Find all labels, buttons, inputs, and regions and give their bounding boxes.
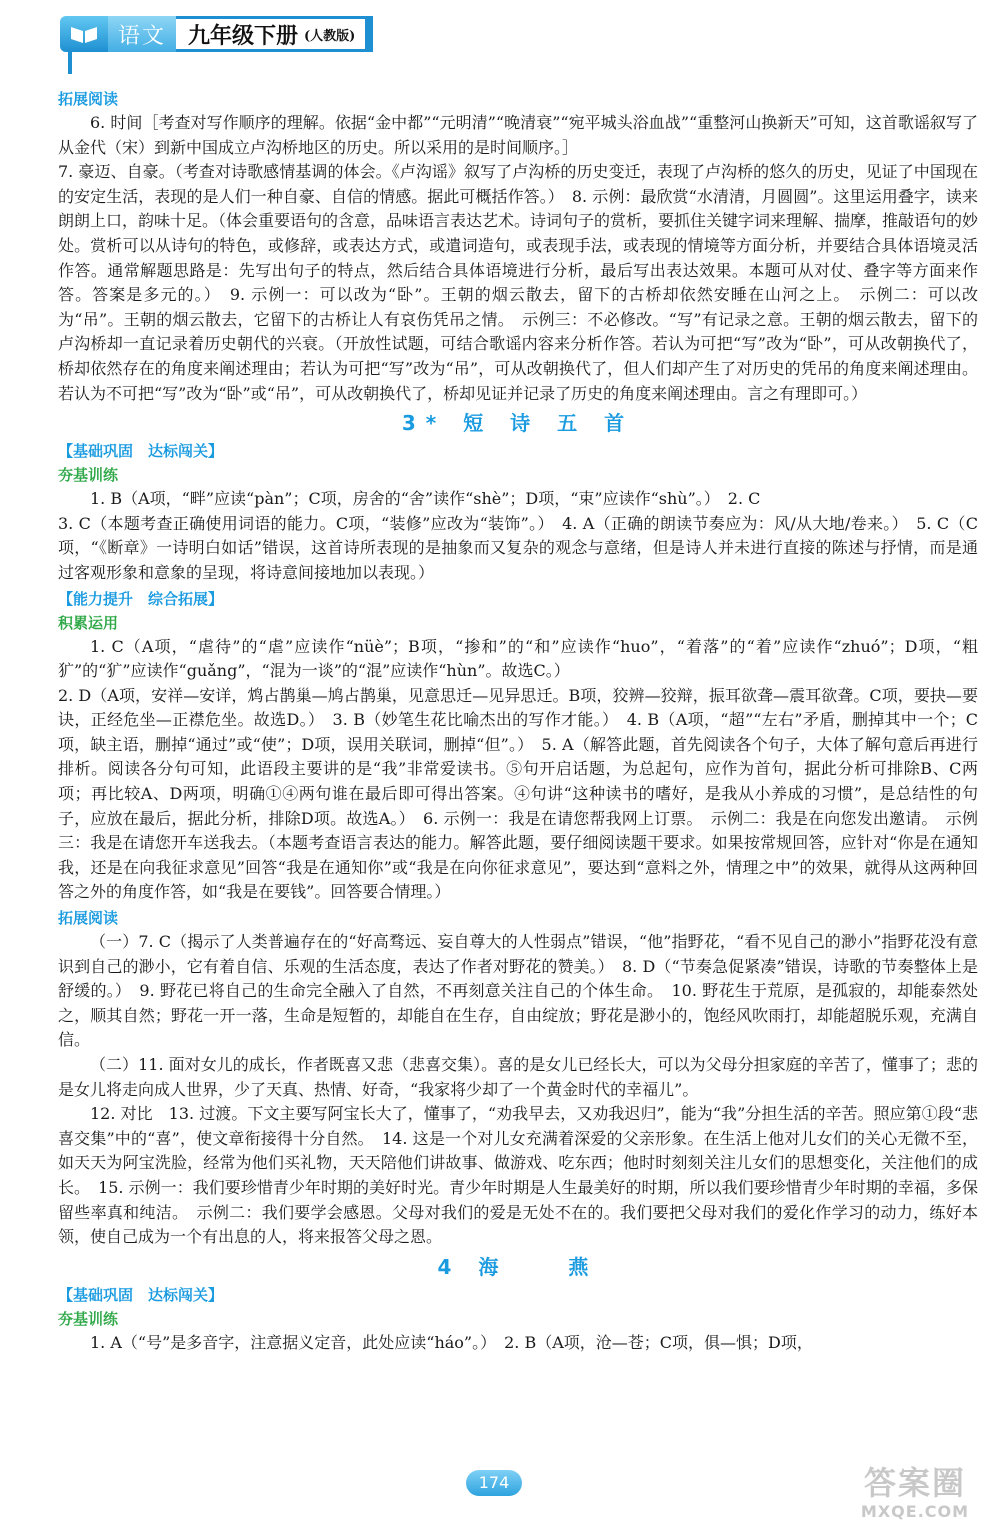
answer-paragraph: 3. C（本题考查正确使用词语的能力。C项，“装修”应改为“装饰”。） 4. A（正确的朗读节奏应为：风/从大地/卷来。） 5. C（C项，“《断章》一诗明白如话”错误，这首诗所表现的是抽象而又复杂的观念与意绪，但是诗人并未进行直接的陈述与抒情，而是通过客观形象和意象的呈现，将诗意间接地加以表现。） bbox=[58, 513, 978, 582]
book-icon-glyph bbox=[69, 23, 99, 45]
answer-paragraph: 7. 豪迈、自豪。（考查对诗歌感情基调的体会。《卢沟谣》叙写了卢沟桥的历史变迁，表现了卢沟桥的悠久的历史，见证了中国现在的安定生活，表现的是人们一种自豪、自信的情感。据此可概括作答。） 8. 示例：最欣赏“水清清，月圆圆”。这里运用叠字，读来朗朗上口，韵味十足。（体会重要语句的含意，品味语言表达艺术。诗词句子的赏析，要抓住关键字词来理解、揣摩，推敲语句的妙处。赏析可以从诗句的特色，或修辞，或表达方式，或遣词造句，或表现手法，或表现的情境等方面分析，并要结合具体语境灵活作答。通常解题思路是：先写出句子的特点，然后结合具体语境进行分析，最后写出表达效果。本题可从对仗、叠字等方面来作答。答案是多元的。） 9. 示例一：可以改为“卧”。王朝的烟云散去，留下的古桥却依然安睡在山河之上。 示例二：可以改为“吊”。王朝的烟云散去，它留下的古桥让人有哀伤凭吊之情。 示例三：不必修改。“写”有记录之意。王朝的烟云散去，留下的卢沟桥却一直记录着历史朝代的兴衰。（开放性试题，可结合歌谣内容来分析作答。若认为可把“写”改为“卧”，可从改朝换代了，桥却依然存在的角度来阐述理由；若认为可把“写”改为“吊”，可从改朝换代了，但人们却产生了对历史的凭吊的角度来阐述理由。若认为不可把“写”改为“卧”或“吊”，可从改朝换代了，桥却见证并记录了历史的角度来阐述理由。言之有理即可。） bbox=[58, 162, 979, 403]
watermark-logo bbox=[840, 1464, 990, 1528]
page-header bbox=[60, 14, 373, 54]
answer-paragraph: 2. D（A项，安祥—安详，鸩占鹊巢—鸠占鹊巢，见意思迁—见异思迁。B项，狡辨—狡辩，振耳欲聋—震耳欲聋。C项，要抉—要诀，正经危坐—正襟危坐。故选D。） 3. B（妙笔生花比喻杰出的写作才能。） 4. B（A项，“超”“左右”矛盾，删掉其中一个；C项，缺主语，删掉“通过”或“使”；D项，误用关联词，删掉“但”。） 5. A（解答此题，首先阅读各个句子，大体了解句意后再进行排析。阅读各分句可知，此语段主要讲的是“我”非常爱读书。⑤句开启话题，为总起句，应作为首句，据此分析可排除B、C两项；再比较A、D两项，明确①④两句谁在最后即可得出答案。④句讲“这种读书的嗜好，是我从小养成的习惯”，是总结性的句子，应放在最后，据此分析，排除D项。故选A。） 6. 示例一：我是在请您帮我网上订票。 示例二：我是在向您发出邀请。 示例三：我是在请您开车送我去。（本题考查语言表达的能力。解答此题，要仔细阅读题干要求。如果按常规回答，应针对“你是在通知我，还是在向我征求意见”回答“我是在通知你”或“我是在向你征求意见”，要达到“意料之外，情理之中”的效果，就得从这两种回答之外的角度作答，如“我是在要钱”。回答要合情理。） bbox=[58, 685, 978, 902]
section-label: 夯基训练 bbox=[58, 1309, 119, 1328]
book-icon bbox=[60, 16, 108, 52]
watermark-bottom: MXQE.COM bbox=[860, 1502, 970, 1521]
section-label: 【基础巩固 达标闯关】 bbox=[58, 1285, 224, 1304]
answer-paragraph: （二）11. 面对女儿的成长，作者既喜又悲（悲喜交集）。喜的是女儿已经长大，可以为父母分担家庭的辛苦了，懂事了；悲的是女儿将走向成人世界，少了天真、热情、好奇，“我家将少却了一个黄金时代的幸福儿”。 bbox=[58, 1055, 978, 1099]
edition-label: (人教版) bbox=[304, 28, 356, 44]
book-title-text: 九年级下册 bbox=[188, 22, 299, 49]
section-label: 拓展阅读 bbox=[58, 90, 119, 108]
answer-paragraph: 1. B（A项，“畔”应读“pàn”；C项，房舍的“舍”读作“shè”；D项，“束”应读作“shù”。） 2. C bbox=[90, 489, 761, 509]
section-label: 【基础巩固 达标闯关】 bbox=[58, 442, 224, 461]
section-label: 【能力提升 综合拓展】 bbox=[58, 589, 224, 608]
subject-label: 语文 bbox=[108, 16, 176, 52]
header-edge-line bbox=[68, 52, 72, 74]
lesson-title: 3* 短 诗 五 首 bbox=[401, 411, 635, 436]
answer-paragraph: 1. C（A项，“虐待”的“虐”应读作“nüè”；B项，“掺和”的“和”应读作“huo”，“着落”的“着”应读作“zhuó”；D项，“粗犷”的“犷”应读作“guǎng”，“混为一谈”的“混”应读作“hùn”。故选C。） bbox=[58, 636, 978, 681]
answer-paragraph: 6. 时间［考查对写作顺序的理解。依据“金中都”“元明清”“晚清衰”“宛平城头浴血战”“重整河山换新天”可知，这首歌谣叙写了从金代（宋）到新中国成立卢沟桥地区的历史。所以采用的是时间顺序。］ bbox=[58, 113, 978, 157]
answer-content bbox=[58, 86, 978, 1355]
answer-paragraph: （一）7. C（揭示了人类普遍存在的“好高骛远、妄自尊大的人性弱点”错误，“他”指野花，“看不见自己的渺小”指野花没有意识到自己的渺小，它有着自信、乐观的生活态度，表达了作者对野花的赞美。） 8. D（“节奏急促紧凑”错误，诗歌的节奏整体上是舒缓的。） 9. 野花已将自己的生命完全融入了自然，不再刻意关注自己的个体生命。 10. 野花生于荒原，是孤寂的，却能泰然处之，顺其自然；野花一开一落，生命是短暂的，却能自在生存，自由绽放；野花是渺小的，饱经风吹雨打，却能超脱乐观，充满自信。 bbox=[58, 932, 978, 1050]
book-title bbox=[176, 16, 365, 52]
watermark-top: 答案圈 bbox=[863, 1464, 966, 1502]
page-number: 174 bbox=[466, 1470, 522, 1496]
answer-paragraph: 1. A（“号”是多音字，注意据义定音，此处应读“háo”。） 2. B（A项，沧—苍；C项，俱—惧；D项， bbox=[90, 1332, 813, 1352]
lesson-title: 4 海 燕 bbox=[437, 1254, 599, 1279]
answer-paragraph: 12. 对比 13. 过渡。下文主要写阿宝长大了，懂事了，“劝我早去，又劝我迟归”，能为“我”分担生活的辛苦。照应第①段“悲喜交集”中的“喜”，使文章衔接得十分自然。 14. 这是一个对儿女充满着深爱的父亲形象。在生活上他对儿女们的关心无微不至，如天天为阿宝洗脸，经常为他们买礼物，天天陪他们讲故事、做游戏、吃东西；他时时刻刻关注儿女们的思想变化，关注他们的成长。 15. 示例一：我们要珍惜青少年时期的美好时光。青少年时期是人生最美好的时期，所以我们要珍惜青少年时期的幸福，多保留些率真和纯洁。 示例二：我们要学会感恩。父母对我们的爱是无处不在的。我们要把父母对我们的爱化作学习的动力，练好本领，使自己成为一个有出息的人，将来报答父母之恩。 bbox=[58, 1104, 978, 1247]
section-label: 拓展阅读 bbox=[58, 909, 119, 928]
section-label: 积累运用 bbox=[58, 613, 119, 632]
section-label: 夯基训练 bbox=[58, 466, 119, 485]
header-tail bbox=[365, 16, 373, 52]
